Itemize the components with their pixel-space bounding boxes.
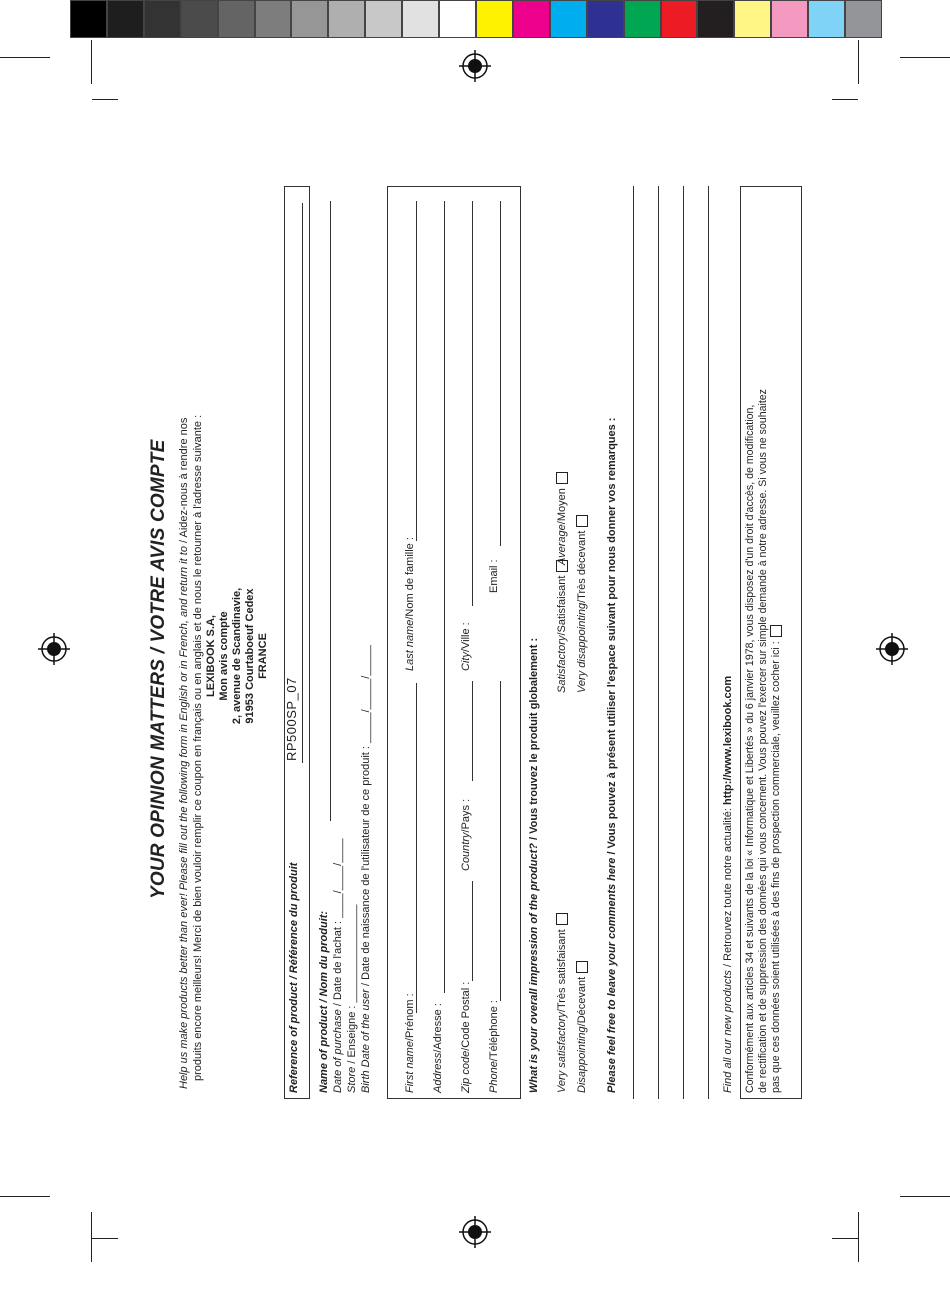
intro-french: / Aidez-nous à rendre nos	[178, 417, 190, 547]
phone-label	[488, 1000, 500, 1093]
birth-date-label-en: Birth Date of the user	[360, 989, 372, 1093]
last-name-label-en: Last name	[404, 619, 416, 671]
option-satisfactory[interactable]	[556, 560, 568, 693]
store-label-en: Store	[346, 1066, 358, 1093]
legal-line-3-text: pas que ces données soient utilisées à des fins de prospection commerciale, veuillez cocher ici :	[770, 641, 782, 1093]
impression-question	[528, 638, 540, 1093]
option-very-satisfactory[interactable]	[556, 913, 568, 1093]
address-line: 91953 Courtaboeuf Cedex	[244, 588, 256, 724]
first-name-label-en: First name	[404, 1041, 416, 1093]
intro-english: Help us make products better than ever! Please fill out the following form in English or in French, and return it to	[178, 546, 190, 1089]
last-name-input[interactable]	[416, 201, 417, 541]
new-products-line	[722, 676, 734, 1093]
legal-line-3	[770, 625, 783, 1093]
reference-underline	[302, 203, 303, 763]
checkbox[interactable]	[576, 961, 588, 973]
lexibook-link[interactable]: http://www.lexibook.com	[722, 675, 734, 805]
birth-date-label-fr: / Date de naissance de l'utilisateur de ce produit : _____/_____/_____	[360, 645, 372, 990]
option-label-fr: /Moyen	[556, 488, 568, 525]
email-label: Email :	[488, 559, 500, 593]
return-address	[205, 506, 270, 806]
reference-value: RP500SP_07	[284, 677, 299, 761]
store-label-fr: / Enseigne : ________________	[346, 904, 358, 1067]
opt-out-checkbox[interactable]	[770, 625, 782, 637]
option-label-en: Very disappointing	[576, 602, 588, 693]
last-name-label-fr: /Nom de famille :	[404, 537, 416, 620]
reference-label-fr: / Référence du produit	[288, 862, 300, 983]
address-line: LEXIBOOK S.A,	[205, 615, 217, 697]
impression-question-en: What is your overall impression of the product?	[528, 843, 540, 1093]
option-disappointing[interactable]	[576, 961, 588, 1093]
intro-line-1	[178, 418, 190, 1089]
address-label-fr: /Adresse :	[432, 1003, 444, 1053]
zip-label	[460, 982, 472, 1093]
address-label-en: Address	[432, 1052, 444, 1093]
option-label-fr: /Satisfaisant	[556, 575, 568, 636]
country-input[interactable]	[472, 681, 473, 781]
intro-line-2: produits encore meilleurs! Merci de bien vouloir remplir ce coupon en français ou en anglais et de nous le retourner à l'adresse suivante :	[192, 414, 204, 1081]
first-name-label	[404, 993, 416, 1093]
store-field[interactable]	[346, 905, 358, 1093]
first-name-label-fr: /Prénom :	[404, 993, 416, 1042]
purchase-date-label-fr: / Date de l'achat : ____/____/____	[332, 838, 344, 1010]
country-label-en: Country	[460, 832, 472, 871]
phone-input[interactable]	[500, 681, 501, 1001]
comments-label-en: Please feel free to leave your comments here	[606, 857, 618, 1093]
city-label-fr: /Ville :	[460, 622, 472, 653]
legal-line-2: de rectification et de suppression des données qui vous concernent. Vous pouvez l'exercer sur simple demande à notre adresse. Si vous ne souhaitez	[757, 389, 769, 1093]
option-label-en: Disappointing	[576, 1026, 588, 1093]
country-label-fr: /Pays :	[460, 798, 472, 833]
comments-label	[606, 418, 618, 1093]
comment-line[interactable]	[658, 186, 659, 1099]
checkbox[interactable]	[576, 515, 588, 527]
new-products-en: Find all our new products	[722, 970, 734, 1093]
country-label	[460, 799, 472, 871]
new-products-fr: / Retrouvez toute notre actualité:	[722, 805, 734, 971]
address-line: 2, avenue de Scandinavie,	[231, 587, 243, 725]
option-label-en: Very satisfactory	[556, 1012, 568, 1093]
comment-line[interactable]	[683, 186, 684, 1099]
city-label-en: City	[460, 652, 472, 671]
comment-line[interactable]	[708, 186, 709, 1099]
option-very-disappointing[interactable]	[576, 515, 588, 693]
purchase-date-field[interactable]	[332, 838, 344, 1093]
reference-label-en: Reference of product	[288, 982, 300, 1093]
address-input[interactable]	[444, 201, 445, 993]
option-average[interactable]	[556, 472, 568, 565]
birth-date-field[interactable]	[360, 645, 372, 1093]
option-label-fr: /Décevant	[576, 976, 588, 1027]
product-name-field[interactable]	[330, 201, 331, 821]
option-label-en: Average	[556, 524, 568, 565]
comments-label-fr: / Vous pouvez à présent utiliser l'espace suivant pour nous donner vos remarques :	[606, 417, 618, 858]
product-name-label: Name of product / Nom du produit:	[318, 910, 330, 1093]
last-name-label	[404, 537, 416, 671]
zip-label-fr: /Code Postal :	[460, 981, 472, 1051]
phone-label-fr: /Téléphone :	[488, 1000, 500, 1062]
zip-label-en: Zip code	[460, 1050, 472, 1093]
option-label-en: Satisfactory	[556, 635, 568, 693]
option-label-fr: /Très décevant	[576, 530, 588, 603]
purchase-date-label-en: Date of purchase	[332, 1009, 344, 1093]
comment-line[interactable]	[633, 186, 634, 1099]
email-input[interactable]	[500, 201, 501, 546]
option-label-fr: /Très satisfaisant	[556, 929, 568, 1013]
city-input[interactable]	[472, 201, 473, 606]
city-label	[460, 622, 472, 671]
page-title: YOUR OPINION MATTERS / VOTRE AVIS COMPTE	[148, 439, 169, 899]
address-line: Mon avis compte	[218, 611, 230, 701]
address-label	[432, 1003, 444, 1093]
checkbox[interactable]	[556, 472, 568, 484]
first-name-input[interactable]	[416, 683, 417, 1013]
zip-input[interactable]	[472, 881, 473, 981]
legal-line-1: Conformément aux articles 34 et suivants de la loi « Informatique et Libertés » du 6 janvier 1978, vous disposez d'un droit d'accès, de modification,	[744, 404, 756, 1093]
impression-question-fr: / Vous trouvez le produit globalement :	[528, 637, 540, 844]
address-line: FRANCE	[257, 633, 269, 679]
phone-label-en: Phone	[488, 1061, 500, 1093]
checkbox[interactable]	[556, 913, 568, 925]
reference-label	[288, 863, 300, 1093]
